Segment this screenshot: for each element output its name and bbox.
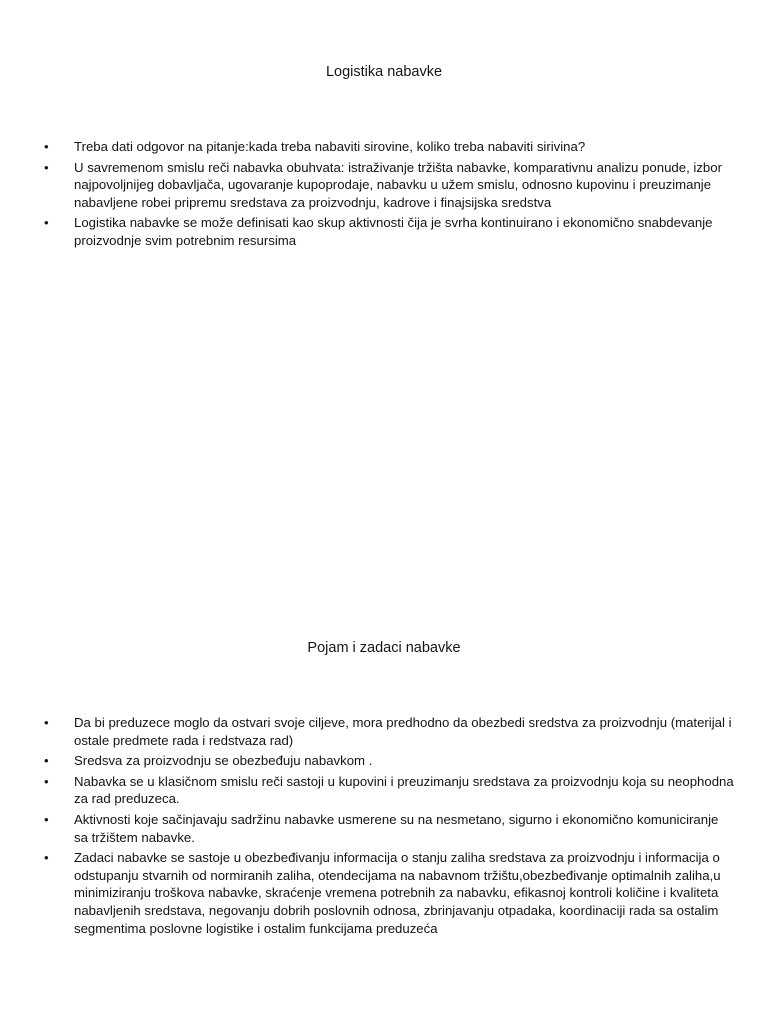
bullet-text: Treba dati odgovor na pitanje:kada treba nabaviti sirovine, koliko treba nabaviti sirivina?: [74, 139, 586, 154]
bullet-list: [44, 714, 734, 940]
bullet-text: Logistika nabavke se može definisati kao skup aktivnosti čija je svrha kontinuirano i ekonomično snabdevanje proizvodnje svim potrebnim resursima: [74, 215, 713, 248]
slide-title: Pojam i zadaci nabavke: [307, 640, 461, 656]
bullet-text: Aktivnosti koje sačinjavaju sadržinu nabavke usmerene su na nesmetano, sigurno i ekonomično komuniciranje sa tržištem nabavke.: [74, 811, 719, 845]
slide-title: Logistika nabavke: [325, 64, 443, 80]
bullet-item: [44, 752, 734, 770]
bullet-icon: •: [44, 773, 49, 789]
bullet-item: [44, 811, 734, 846]
bullet-item: [44, 773, 734, 808]
bullet-icon: •: [44, 850, 49, 866]
bullet-item: [44, 849, 734, 937]
slide-logistika-nabavke: [0, 62, 768, 248]
bullet-item: [44, 714, 734, 749]
bullet-text: Sredsva za proizvodnju se obezbeđuju nabavkom .: [74, 753, 373, 769]
bullet-icon: •: [44, 159, 49, 175]
bullet-item: [44, 159, 734, 212]
bullet-item: [44, 214, 734, 249]
bullet-text: U savremenom smislu reči nabavka obuhvata: istraživanje tržišta nabavke, komparativnu analizu ponude, izbor najpovoljnijeg dobavljača, ugovaranje kupoprodaje, nabavku u užem smislu, odnosno kupovinu i preuzimanje nabavljene robei pripremu sredstava za proizvodnju, kadrove i finajsijska sredstva: [74, 159, 722, 210]
slide-pojam-i-zadaci-nabavke: [0, 638, 768, 936]
bullet-item: [44, 138, 734, 156]
bullet-icon: •: [44, 215, 49, 231]
bullet-icon: •: [44, 753, 49, 769]
bullet-list: [44, 138, 734, 253]
bullet-text: Nabavka se u klasičnom smislu reči sastoji u kupovini i preuzimanju sredstava za proizvodnju koja su neophodna za rad preduzeca.: [74, 773, 734, 807]
bullet-text: Da bi preduzece moglo da ostvari svoje ciljeve, mora predhodno da obezbedi sredstva za proizvodnju (materijal i ostale predmete rada i redstvaza rad): [74, 715, 732, 748]
bullet-icon: •: [44, 811, 49, 827]
bullet-icon: •: [44, 139, 49, 154]
bullet-text: Zadaci nabavke se sastoje u obezbeđivanju informacija o stanju zaliha sredstava za proizvodnju i informacija o odstupanju stvarnih od normiranih zaliha, otendecijama na nabavnom tržištu,obezbeđivanje optimalnih zaliha,u minimiziranju troškova nabavke, skraćenje vremena potrebnih za nabavku, efikasnoj kontroli količine i kvaliteta nabavljenih sredstava, negovanju dobrih poslovnih odnosa, zbrinjavanju otpadaka, koordinaciji rada sa ostalim segmentima poslovne logistike i ostalim funkcijama preduzeća: [74, 850, 721, 936]
bullet-icon: •: [44, 715, 49, 730]
